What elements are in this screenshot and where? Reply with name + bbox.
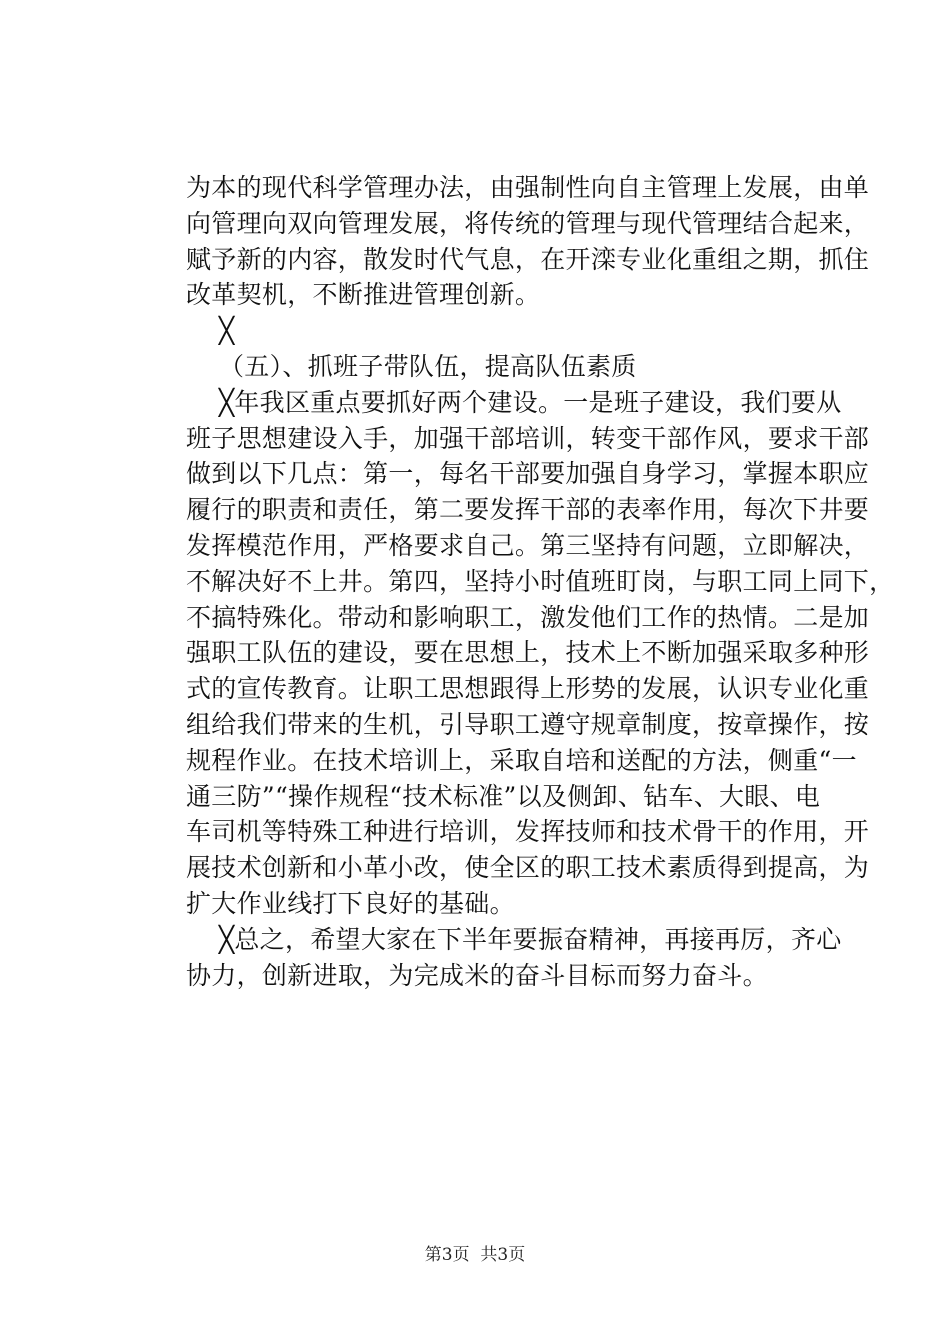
page-number-footer: 第3页 共3页 [424, 1245, 526, 1265]
text-line: 赋予新的内容，散发时代气息，在开滦专业化重组之期，抓住 [186, 244, 870, 274]
text-line: 式的宣传教育。让职工思想跟得上形势的发展，认识专业化重 [186, 674, 870, 704]
text-line: ╳年我区重点要抓好两个建设。一是班子建设，我们要从 [186, 387, 842, 417]
text-line: 扩大作业线打下良好的基础。 [186, 888, 515, 918]
text-line: 改革契机，不断推进管理创新。 [186, 280, 541, 310]
text-line: 通三防”“操作规程“技术标准”以及侧卸、钻车、大眼、电 [186, 781, 821, 811]
text-line: 协力，创新进取，为完成米的奋斗目标而努力奋斗。 [186, 960, 768, 990]
text-line: 展技术创新和小革小改，使全区的职工技术素质得到提高，为 [186, 853, 870, 883]
text-line: 不解决好不上井。第四，坚持小时值班盯岗，与职工同上同下， [186, 566, 895, 596]
placeholder-mark: ╳ [186, 316, 235, 346]
text-line: 车司机等特殊工种进行培训，发挥技师和技术骨干的作用，开 [186, 817, 870, 847]
text-line: 组给我们带来的生机，引导职工遵守规章制度，按章操作，按 [186, 709, 870, 739]
document-body [186, 170, 895, 993]
text-line: 班子思想建设入手，加强干部培训，转变干部作风，要求干部 [186, 423, 870, 453]
text-line: 规程作业。在技术培训上，采取自培和送配的方法，侧重“一 [186, 745, 857, 775]
text-line: ╳总之，希望大家在下半年要振奋精神，再接再厉，齐心 [186, 924, 842, 954]
text-line: 为本的现代科学管理办法，由强制性向自主管理上发展，由单 [186, 173, 870, 202]
text-line: 履行的职责和责任，第二要发挥干部的表率作用，每次下井要 [186, 495, 870, 525]
text-line: 向管理向双向管理发展，将传统的管理与现代管理结合起来， [186, 208, 870, 238]
text-line: 强职工队伍的建设，要在思想上，技术上不断加强采取多种形 [186, 638, 870, 668]
section-heading: （五）、抓班子带队伍，提高队伍素质 [186, 351, 637, 381]
text-line: 发挥模范作用，严格要求自己。第三坚持有问题，立即解决， [186, 530, 870, 560]
text-line: 做到以下几点：第一，每名干部要加强自身学习，掌握本职应 [186, 459, 870, 489]
text-line: 不搞特殊化。带动和影响职工，激发他们工作的热情。二是加 [186, 602, 870, 632]
